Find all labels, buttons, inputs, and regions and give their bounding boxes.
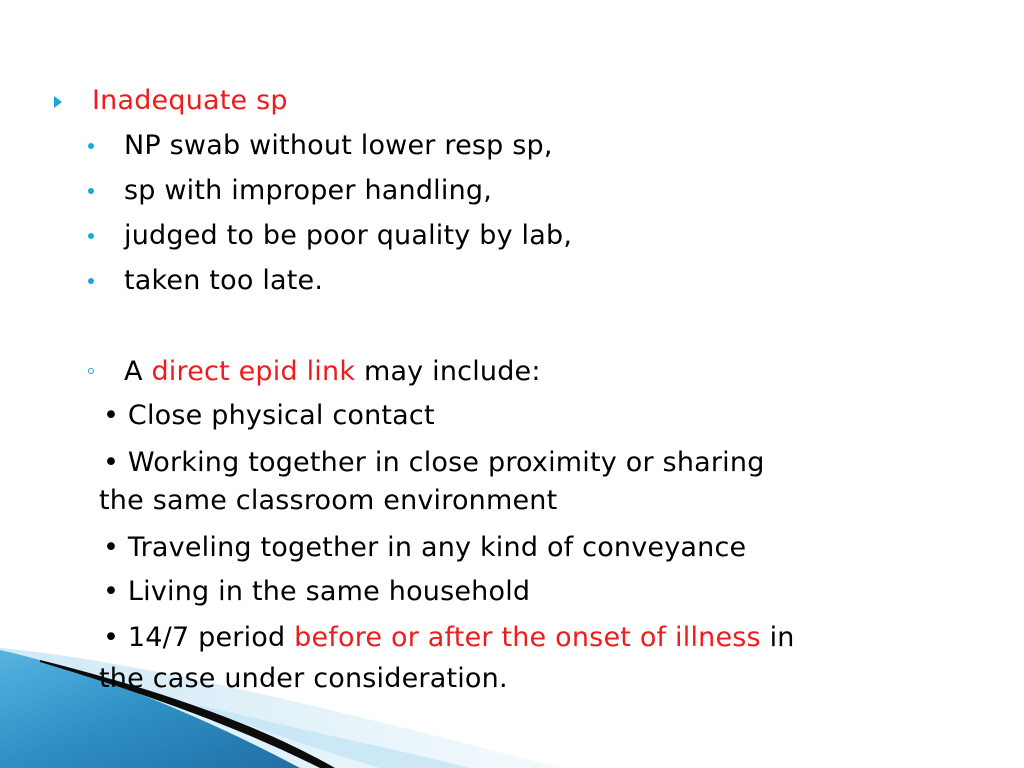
- intro-suffix: may include:: [355, 356, 541, 387]
- period-prefix: • 14/7 period: [103, 622, 295, 653]
- link-item-close-contact: • Close physical contact: [103, 400, 435, 431]
- bullet-dot: [88, 143, 94, 149]
- triangle-right-icon: [53, 95, 63, 109]
- intro-prefix: A: [124, 356, 152, 387]
- bullet-item: judged to be poor quality by lab,: [124, 220, 573, 251]
- direct-epid-link-intro: [124, 356, 541, 388]
- bullet-item: NP swab without lower resp sp,: [124, 130, 553, 161]
- bullet-item: taken too late.: [124, 265, 324, 296]
- link-item-working-line1: • Working together in close proximity or sharing: [103, 447, 765, 478]
- link-item-period-line2: the case under consideration.: [99, 663, 508, 694]
- link-item-working-line2: the same classroom environment: [99, 485, 558, 516]
- link-item-living: • Living in the same household: [103, 576, 531, 607]
- period-suffix: in: [760, 622, 795, 653]
- bullet-item: sp with improper handling,: [124, 175, 492, 206]
- period-emphasis: before or after the onset of illness: [294, 622, 761, 653]
- bullet-dot: [88, 188, 94, 194]
- link-item-traveling: • Traveling together in any kind of conveyance: [103, 532, 747, 563]
- heading-inadequate-sp: Inadequate sp: [92, 85, 288, 116]
- ring-bullet-icon: [88, 368, 94, 374]
- intro-emphasis: direct epid link: [151, 356, 356, 387]
- link-item-period-line1: [103, 622, 795, 654]
- bullet-dot: [88, 233, 94, 239]
- bullet-dot: [88, 278, 94, 284]
